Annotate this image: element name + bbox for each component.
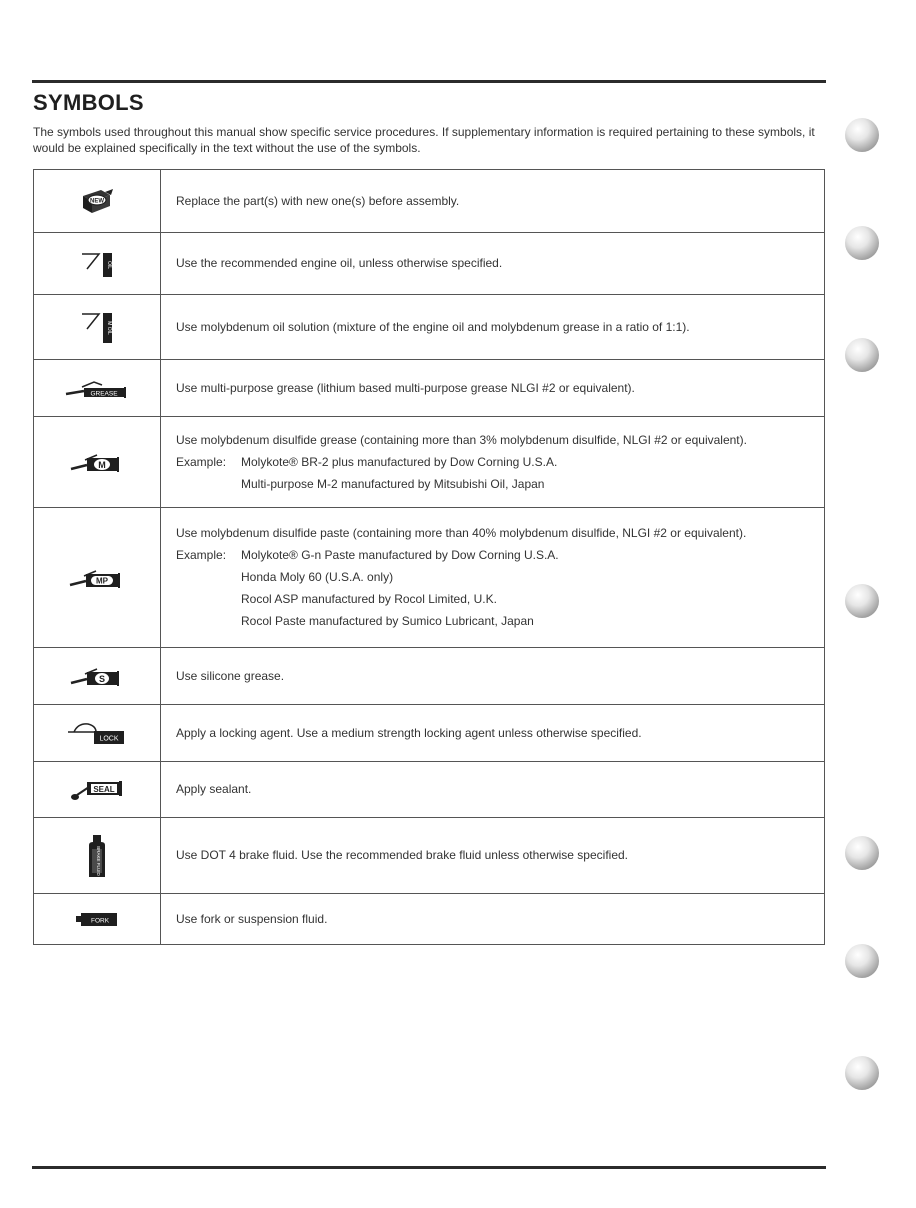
binder-hole-1 xyxy=(845,118,879,152)
example-item: Rocol Paste manufactured by Sumico Lubricant, Japan xyxy=(241,614,534,628)
intro-paragraph: The symbols used throughout this manual show specific service procedures. If supplementary information is required pertaining to these symbols, it would be explained specifically in the text without the use of the symbols. xyxy=(33,125,815,155)
moly-paste-icon-label: MP xyxy=(96,576,108,585)
binder-hole-5 xyxy=(845,836,879,870)
moly-grease-icon xyxy=(69,450,125,474)
moly-oil-icon xyxy=(77,309,117,345)
example-item: Honda Moly 60 (U.S.A. only) xyxy=(241,570,394,584)
moly-oil-icon-label: M OIL xyxy=(106,321,112,335)
icon-cell xyxy=(34,417,161,508)
icon-cell xyxy=(34,233,161,295)
fork-fluid-icon xyxy=(74,909,120,929)
symbol-description: Replace the part(s) with new one(s) before assembly. xyxy=(161,170,825,233)
symbol-row-grease xyxy=(34,360,825,417)
binder-hole-2 xyxy=(845,226,879,260)
symbol-row-moly-paste xyxy=(34,508,825,648)
symbol-row-new xyxy=(34,170,825,233)
example-item: Molykote® BR-2 plus manufactured by Dow Corning U.S.A. xyxy=(241,454,558,469)
example-item: Multi-purpose M-2 manufactured by Mitsubishi Oil, Japan xyxy=(241,476,545,491)
binder-hole-4 xyxy=(845,584,879,618)
symbol-description: Use molybdenum disulfide grease (containing more than 3% molybdenum disulfide, NLGI #2 or equivalent). xyxy=(176,432,747,447)
binder-hole-6 xyxy=(845,944,879,978)
symbol-row-fork xyxy=(34,894,825,945)
symbol-row-oil xyxy=(34,233,825,295)
sealant-icon xyxy=(67,777,127,803)
example-label: Example: xyxy=(176,548,227,562)
symbol-row-moly-grease xyxy=(34,417,825,508)
symbol-description-cell xyxy=(161,417,825,508)
binder-hole-7 xyxy=(845,1056,879,1090)
grease-icon xyxy=(64,376,130,400)
symbol-row-brake-fluid xyxy=(34,818,825,894)
symbols-table xyxy=(33,169,825,945)
icon-cell xyxy=(34,818,161,894)
icon-cell xyxy=(34,705,161,762)
brake-fluid-icon-label: BRAKE FLUID xyxy=(96,845,101,876)
moly-paste-icon xyxy=(68,566,126,590)
example-item: Rocol ASP manufactured by Rocol Limited, U.K. xyxy=(241,592,497,606)
symbol-description: Use silicone grease. xyxy=(161,648,825,705)
grease-icon-label: GREASE xyxy=(90,390,118,398)
symbol-description-cell xyxy=(161,508,825,648)
symbol-description: Use molybdenum oil solution (mixture of the engine oil and molybdenum grease in a ratio of 1:1). xyxy=(161,295,825,360)
top-rule xyxy=(32,80,826,83)
symbol-description: Apply a locking agent. Use a medium strength locking agent unless otherwise specified. xyxy=(161,705,825,762)
symbol-description: Use fork or suspension fluid. xyxy=(161,894,825,945)
example-label: Example: xyxy=(176,454,227,469)
lock-icon-label: LOCK xyxy=(99,735,119,743)
fork-icon-label: FORK xyxy=(90,917,110,925)
symbol-description: Apply sealant. xyxy=(161,762,825,818)
icon-cell xyxy=(34,360,161,417)
symbol-row-silicone xyxy=(34,648,825,705)
icon-cell xyxy=(34,170,161,233)
bottom-rule xyxy=(32,1166,826,1169)
icon-cell xyxy=(34,295,161,360)
silicone-grease-icon xyxy=(69,664,125,688)
icon-cell xyxy=(34,762,161,818)
symbol-description: Use multi-purpose grease (lithium based multi-purpose grease NLGI #2 or equivalent). xyxy=(161,360,825,417)
symbol-row-lock xyxy=(34,705,825,762)
new-part-icon xyxy=(77,186,117,216)
symbol-row-moly-oil xyxy=(34,295,825,360)
engine-oil-icon xyxy=(77,249,117,279)
locking-agent-icon xyxy=(66,720,128,746)
symbol-row-seal xyxy=(34,762,825,818)
oil-icon-label: OIL xyxy=(106,260,112,269)
page-title: SYMBOLS xyxy=(33,90,144,115)
silicone-icon-label: S xyxy=(98,674,106,684)
seal-icon-label: SEAL xyxy=(93,784,115,794)
icon-cell xyxy=(34,508,161,648)
icon-cell xyxy=(34,894,161,945)
icon-cell xyxy=(34,648,161,705)
example-item: Molykote® G-n Paste manufactured by Dow Corning U.S.A. xyxy=(241,548,559,562)
binder-hole-3 xyxy=(845,338,879,372)
symbol-description: Use DOT 4 brake fluid. Use the recommended brake fluid unless otherwise specified. xyxy=(161,818,825,894)
example-line xyxy=(176,455,810,470)
symbol-description: Use the recommended engine oil, unless otherwise specified. xyxy=(161,233,825,295)
brake-fluid-icon xyxy=(85,833,109,879)
moly-grease-icon-label: M xyxy=(98,460,106,470)
example-line xyxy=(176,548,810,563)
new-icon-label: NEW xyxy=(90,198,104,205)
symbol-description: Use molybdenum disulfide paste (containing more than 40% molybdenum disulfide, NLGI #2 or equivalent). xyxy=(176,526,747,540)
